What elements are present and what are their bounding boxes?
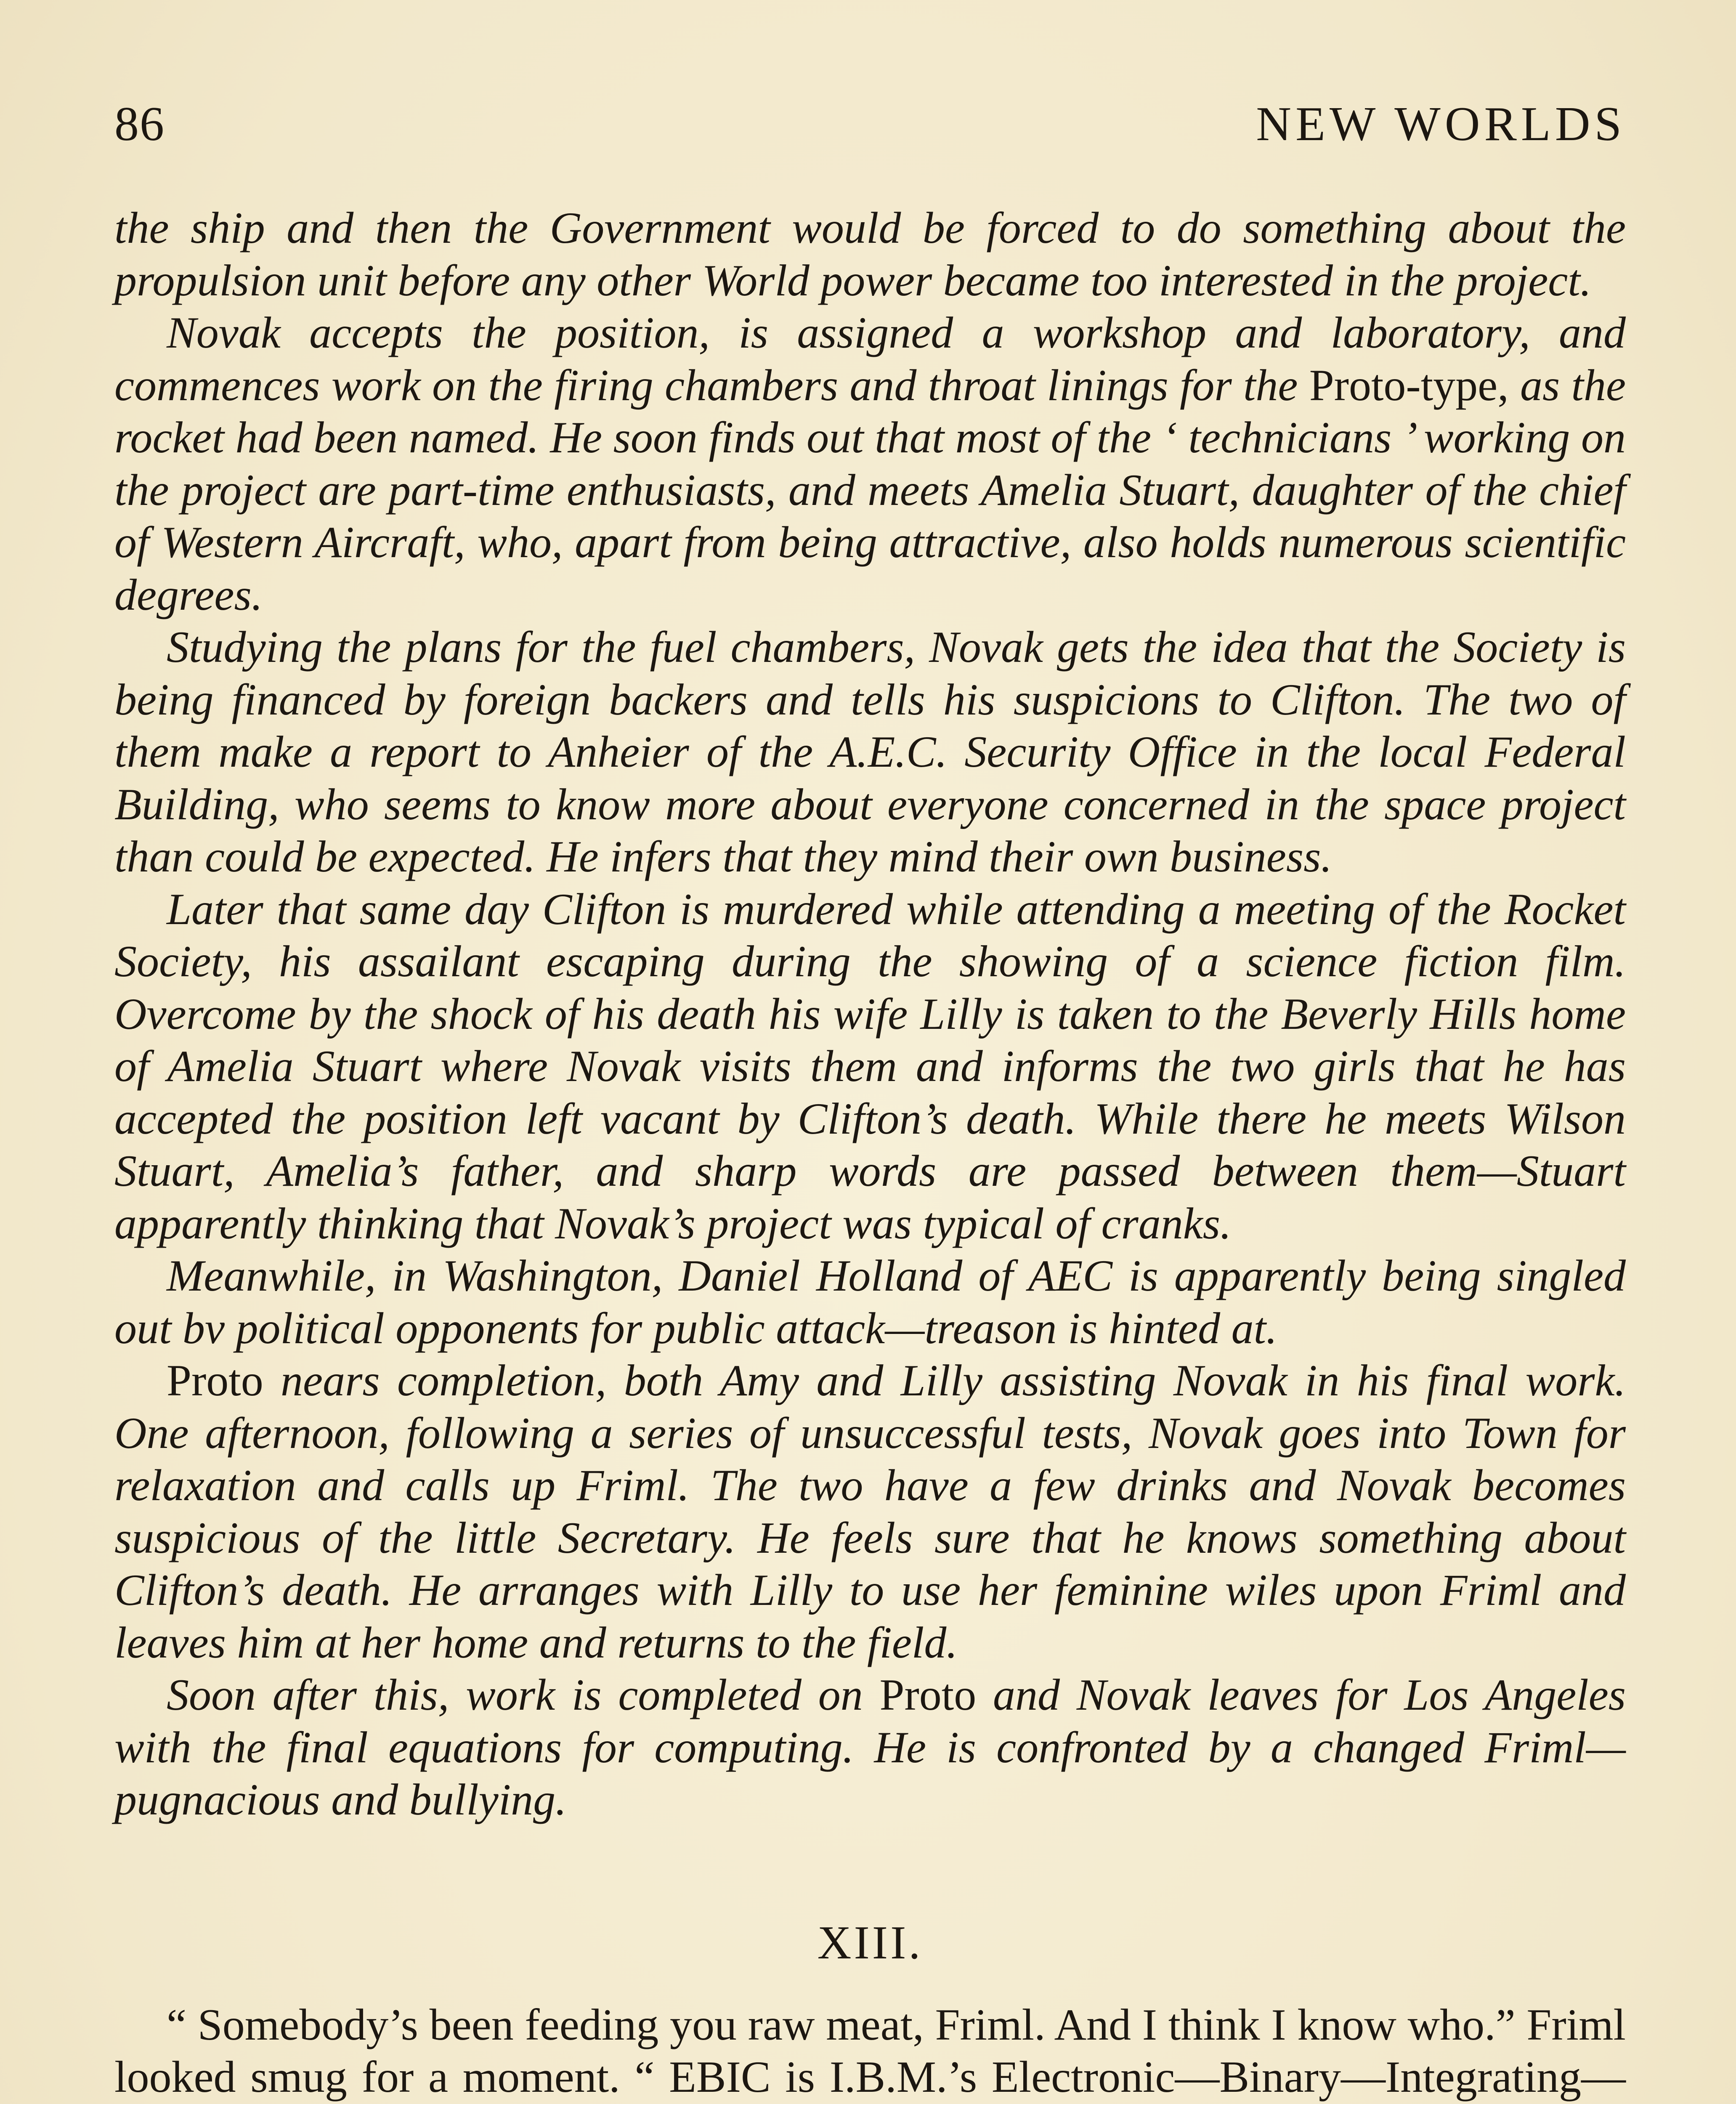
synopsis-paragraph [114,307,1626,621]
synopsis-paragraph [114,1669,1626,1826]
synopsis-paragraph [114,883,1626,1250]
synopsis [114,202,1626,1826]
proto-name: Proto [167,1356,263,1405]
synopsis-text: nears completion, both Amy and Lilly assisting Novak in his final work. One afternoon, following a series of unsuccessful tests, Novak goes into Town for relaxation and calls up Friml. The two have a few drinks and Novak becomes suspicious of the little Secretary. He feels sure that he knows something about Clifton’s death. He arranges with Lilly to use her feminine wiles upon Friml and leaves him at her home and returns to the field. [114,1356,1626,1667]
proto-name: Proto-type, [1309,360,1509,410]
synopsis-text: Meanwhile, in Washington, Daniel Holland of AEC is apparently being singled out bv political opponents for public attack—treason is hinted at. [114,1251,1626,1353]
synopsis-text: and Novak leaves for Los Angeles with the final equations for computing. He is confronted by a changed Friml—pugnacious and bullying. [114,1670,1626,1824]
chapter-heading: XIII. [817,1916,923,1969]
running-head: NEW WORLDS [1256,97,1626,151]
page-number: 86 [114,97,165,151]
synopsis-paragraph [114,621,1626,883]
body-text [114,202,1626,2104]
synopsis-paragraph [114,202,1626,307]
synopsis-text: Soon after this, work is completed on [167,1670,880,1719]
synopsis-paragraph [114,1355,1626,1669]
synopsis-paragraph [114,1250,1626,1355]
synopsis-text: Later that same day Clifton is murdered while attending a meeting of the Rocket Society, his assailant escaping during the showing of a science fiction film. Overcome by the shock of his death his wife Lilly is taken to the Beverly Hills home of Amelia Stuart where Novak visits them and informs the two girls that he has accepted the position left vacant by Clifton’s death. While there he meets Wilson Stuart, Amelia’s father, and sharp words are passed between them—Stuart apparently thinking that Novak’s project was typical of cranks. [114,884,1626,1248]
chapter-paragraph: “ Somebody’s been feeding you raw meat, Friml. And I think I know who.” Friml looked smug for a moment. “ EBIC is I.B.M.’s Electronic—Binary—Integrating— [114,2000,1626,2101]
chapter-text [114,1999,1626,2104]
synopsis-text: Novak accepts the position, is assigned a workshop and laboratory, and commences work on the firing chambers and throat linings for the [114,308,1626,410]
synopsis-text: Studying the plans for the fuel chambers, Novak gets the idea that the Society is being financed by foreign backers and tells his suspicions to Clifton. The two of them make a report to Anheier of the A.E.C. Security Office in the local Federal Building, who seems to know more about everyone concerned in the space project than could be expected. He infers that they mind their own business. [114,622,1626,881]
proto-name: Proto [879,1670,977,1719]
synopsis-text: the ship and then the Government would be forced to do something about the propulsion unit before any other World power became too interested in the project. [114,203,1626,305]
page-header [114,90,1626,158]
synopsis-text: as the rocket had been named. He soon finds out that most of the ‘ technicians ’ working on the project are part-time enthusiasts, and meets Amelia Stuart, daughter of the chief of Western Aircraft, who, apart from being attractive, also holds numerous scientific degrees. [114,360,1626,619]
